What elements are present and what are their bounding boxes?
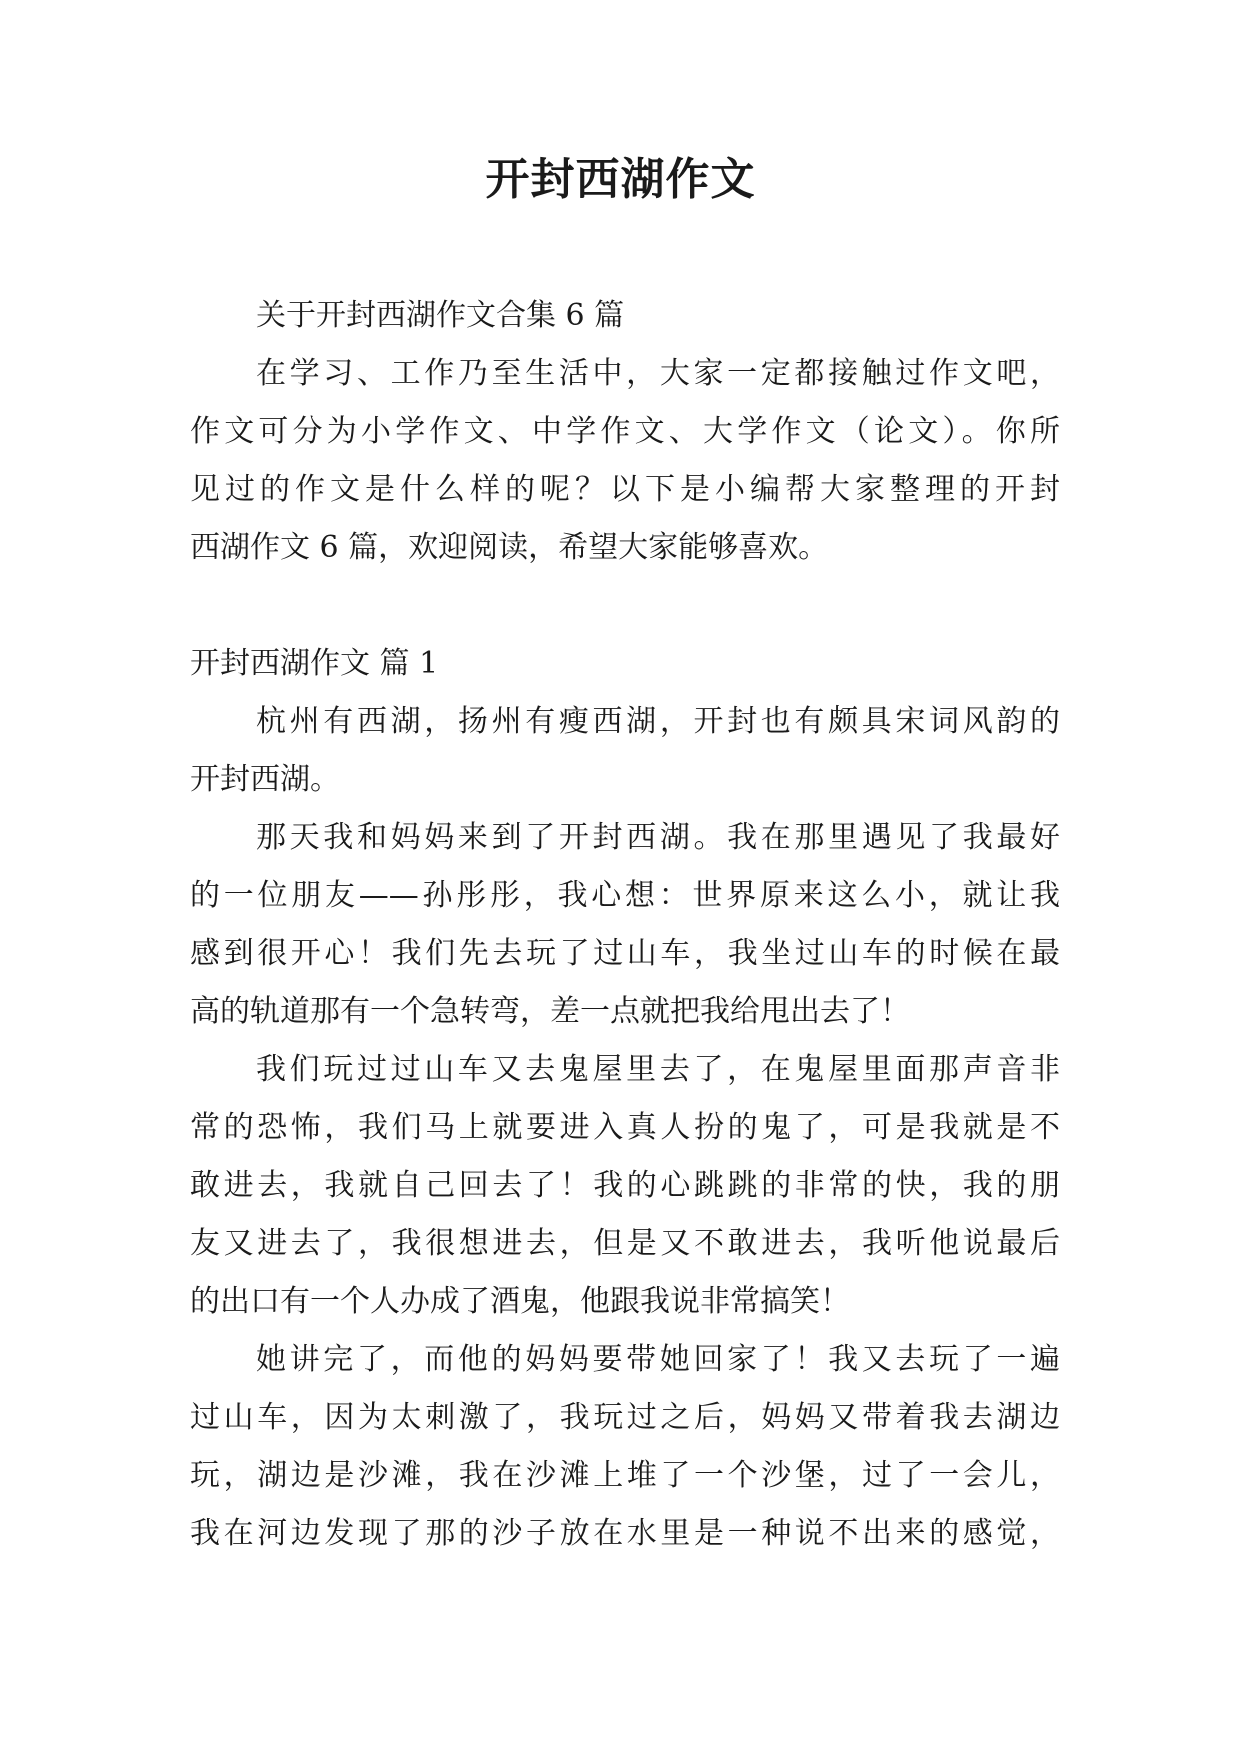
paragraph-line: 常的恐怖，我们马上就要进入真人扮的鬼了，可是我就是不 [190, 1110, 1060, 1145]
section-heading: 开封西湖作文 篇 1 [190, 646, 439, 681]
paragraph-line: 我们玩过过山车又去鬼屋里去了，在鬼屋里面那声音非 [256, 1052, 1060, 1087]
paragraph-line: 玩，湖边是沙滩，我在沙滩上堆了一个沙堡，过了一会儿， [190, 1458, 1060, 1493]
paragraph [190, 1331, 1060, 1563]
intro-paragraph [190, 345, 1060, 577]
section-spacer [190, 577, 1060, 635]
paragraph-line: 友又进去了，我很想进去，但是又不敢进去，我听他说最后 [190, 1226, 1060, 1261]
document-title: 开封西湖作文 [485, 154, 756, 205]
document-subtitle: 关于开封西湖作文合集 6 篇 [256, 298, 625, 333]
paragraph-line: 过山车，因为太刺激了，我玩过之后，妈妈又带着我去湖边 [190, 1400, 1060, 1435]
paragraph-line: 高的轨道那有一个急转弯，差一点就把我给甩出去了！ [190, 994, 910, 1029]
paragraph-line: 杭州有西湖，扬州有瘦西湖，开封也有颇具宋词风韵的 [256, 704, 1060, 739]
paragraph-line: 在学习、工作乃至生活中，大家一定都接触过作文吧， [256, 356, 1060, 391]
document-body [190, 287, 1060, 1563]
paragraph-line: 见过的作文是什么样的呢？以下是小编帮大家整理的开封 [190, 472, 1060, 507]
paragraph-line: 那天我和妈妈来到了开封西湖。我在那里遇见了我最好 [256, 820, 1060, 855]
paragraph-line: 感到很开心！我们先去玩了过山车，我坐过山车的时候在最 [190, 936, 1060, 971]
paragraph-line: 的出口有一个人办成了酒鬼，他跟我说非常搞笑！ [190, 1284, 850, 1319]
paragraph-line: 敢进去，我就自己回去了！我的心跳跳的非常的快，我的朋 [190, 1168, 1060, 1203]
paragraph-line: 作文可分为小学作文、中学作文、大学作文（论文）。你所 [190, 414, 1060, 449]
paragraph [190, 693, 1060, 809]
paragraph-line: 她讲完了，而他的妈妈要带她回家了！我又去玩了一遍 [256, 1342, 1060, 1377]
paragraph-line: 的一位朋友——孙彤彤，我心想：世界原来这么小，就让我 [190, 878, 1060, 913]
paragraph [190, 809, 1060, 1041]
paragraph-line: 开封西湖。 [190, 762, 340, 797]
paragraph-line: 西湖作文 6 篇，欢迎阅读，希望大家能够喜欢。 [190, 530, 829, 565]
paragraph [190, 1041, 1060, 1331]
paragraph-line: 我在河边发现了那的沙子放在水里是一种说不出来的感觉， [190, 1516, 1060, 1551]
